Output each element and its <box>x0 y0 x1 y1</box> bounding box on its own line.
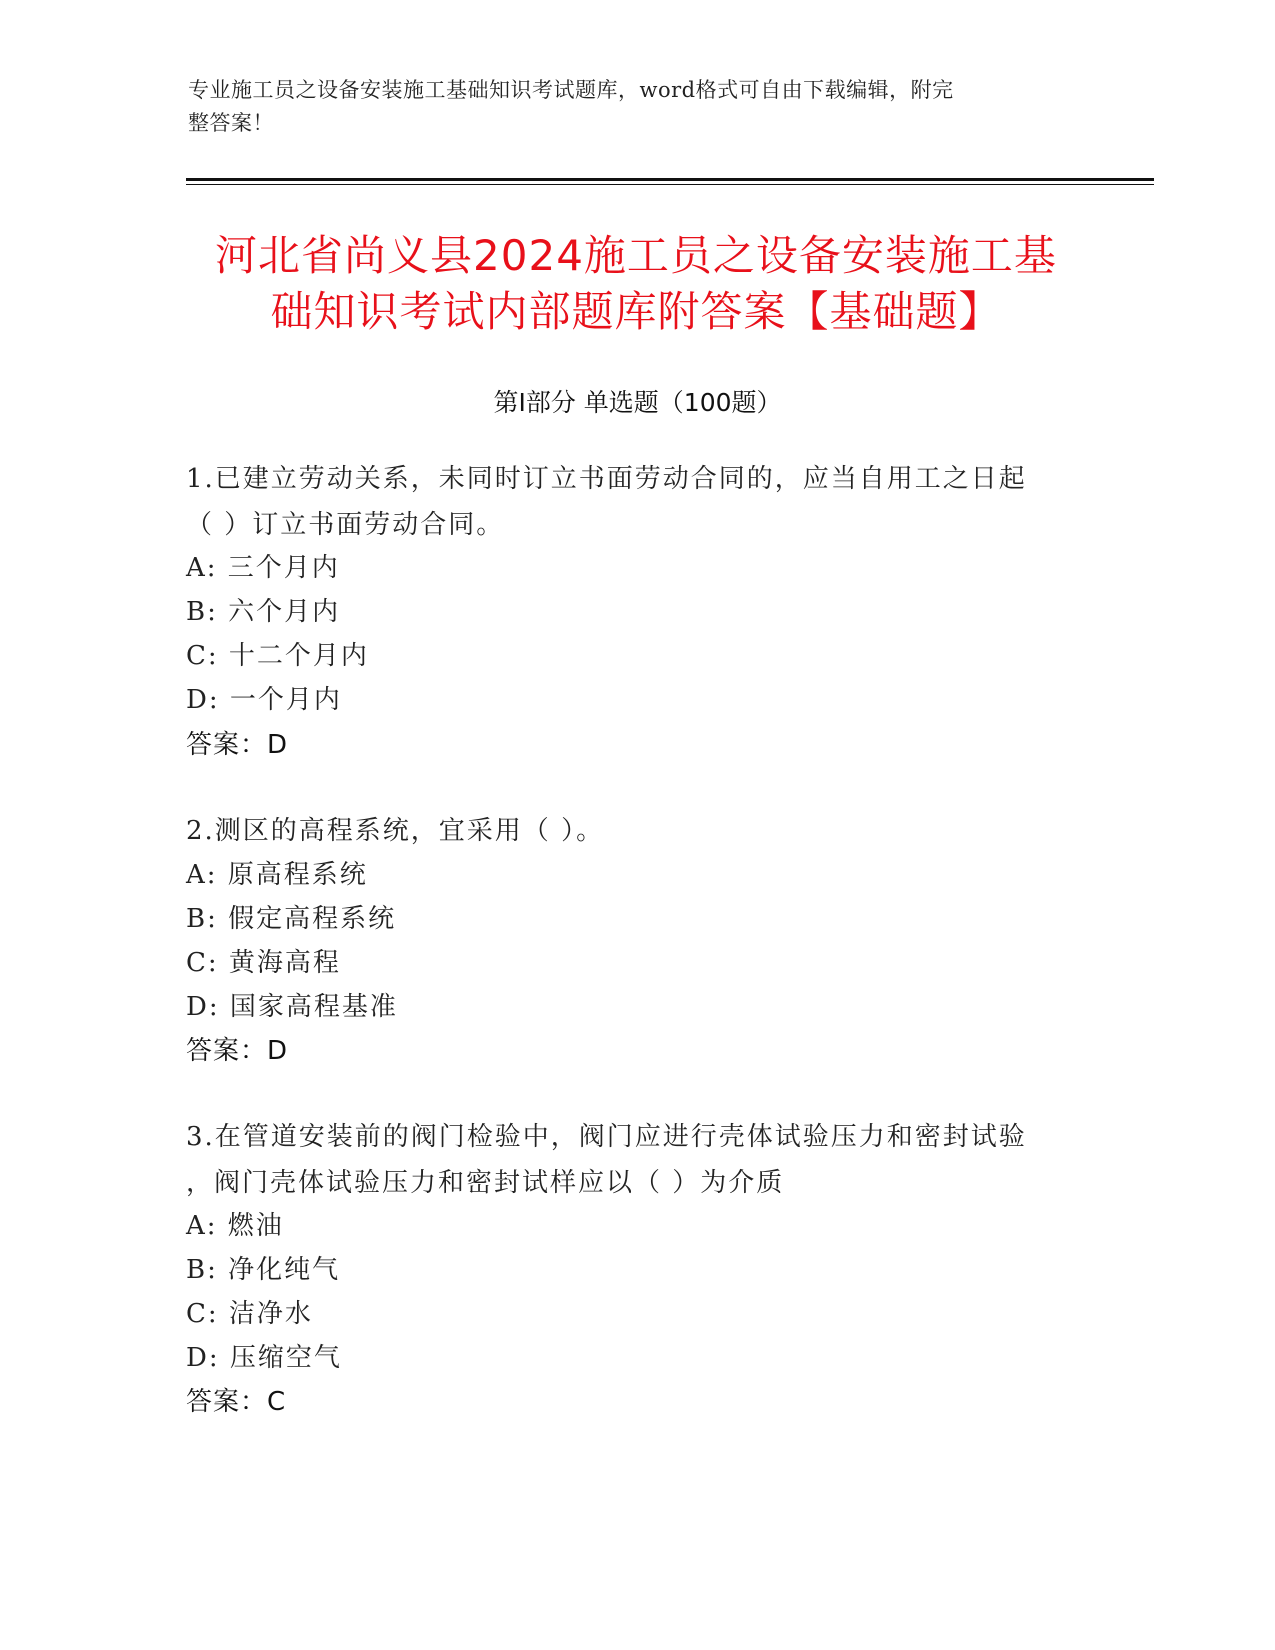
question-2-answer: 答案：D <box>186 1036 289 1066</box>
question-3-stem <box>186 1114 1066 1206</box>
question-2-option-c: C: 黄海高程 <box>186 948 341 978</box>
question-stem-line: ，阀门壳体试验压力和密封试样应以（ ）为介质 <box>186 1168 785 1198</box>
question-1-answer: 答案：D <box>186 730 289 760</box>
question-stem-line: 3.在管道安装前的阀门检验中，阀门应进行壳体试验压力和密封试验 <box>186 1122 1027 1152</box>
header-note-line: 整答案！ <box>188 111 274 135</box>
question-stem-line: 1.已建立劳动关系，未同时订立书面劳动合同的，应当自用工之日起 <box>186 464 1027 494</box>
header-divider-thin <box>186 184 1154 185</box>
question-2-option-a: A: 原高程系统 <box>186 860 368 890</box>
question-2-stem: 2.测区的高程系统，宜采用（ ）。 <box>186 816 605 846</box>
question-2-option-d: D: 国家高程基准 <box>186 992 398 1022</box>
section-heading: 第Ⅰ部分 单选题（100题） <box>493 388 782 417</box>
question-3-option-b: B: 净化纯气 <box>186 1255 341 1285</box>
question-3-option-d: D: 压缩空气 <box>186 1343 342 1373</box>
question-1-stem <box>186 456 1066 548</box>
title-line: 河北省尚义县2024施工员之设备安装施工基 <box>215 231 1057 280</box>
question-1-option-c: C: 十二个月内 <box>186 641 369 671</box>
question-2-option-b: B: 假定高程系统 <box>186 904 397 934</box>
question-3-answer: 答案：C <box>186 1387 287 1417</box>
question-stem-line: （ ）订立书面劳动合同。 <box>186 510 505 540</box>
title-line: 础知识考试内部题库附答案【基础题】 <box>270 287 1002 336</box>
question-1-option-b: B: 六个月内 <box>186 597 341 627</box>
question-3-option-a: A: 燃油 <box>186 1211 284 1241</box>
question-1-option-a: A: 三个月内 <box>186 553 340 583</box>
question-1-option-d: D: 一个月内 <box>186 685 342 715</box>
document-title <box>186 228 1086 340</box>
question-3-option-c: C: 洁净水 <box>186 1299 313 1329</box>
header-note-line: 专业施工员之设备安装施工基础知识考试题库，word格式可自由下载编辑，附完 <box>188 78 954 102</box>
header-divider-thick <box>186 178 1154 181</box>
header-note <box>188 74 1068 140</box>
